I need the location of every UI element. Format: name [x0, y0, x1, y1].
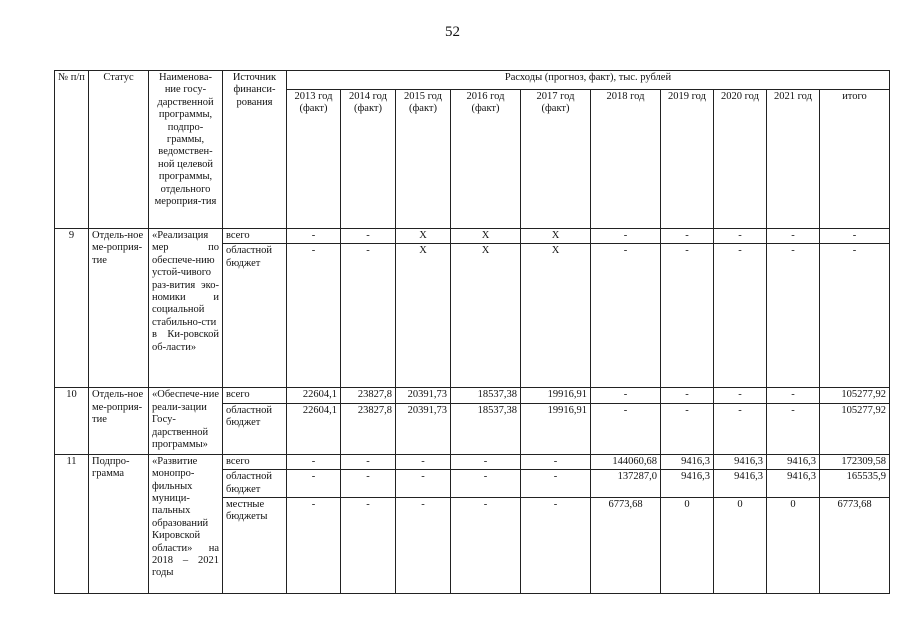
- value-cell: 0: [767, 498, 820, 594]
- header-year: 2017 год (факт): [521, 90, 591, 229]
- value-cell: 9416,3: [661, 470, 714, 498]
- row-name: «Реализация мер по обеспече-нию устой-чивого раз-вития эко-номики и социальной стабильно-сти в Ки-ровской об-ласти»: [149, 229, 223, 388]
- value-cell: 23827,8: [341, 388, 396, 403]
- value-cell: -: [287, 454, 341, 469]
- header-year: 2018 год: [591, 90, 661, 229]
- header-year: 2014 год (факт): [341, 90, 396, 229]
- source-label: областной бюджет: [223, 403, 287, 454]
- header-year: 2020 год: [714, 90, 767, 229]
- header-status: Статус: [89, 71, 149, 229]
- row-num: 9: [55, 229, 89, 388]
- value-cell: -: [341, 229, 396, 244]
- value-cell: -: [767, 229, 820, 244]
- value-cell: -: [714, 229, 767, 244]
- header-year: 2016 год (факт): [451, 90, 521, 229]
- row-status: Отдель-ное ме-роприя-тие: [89, 388, 149, 454]
- header-year: 2019 год: [661, 90, 714, 229]
- expenses-table: [54, 70, 890, 594]
- value-cell: 18537,38: [451, 403, 521, 454]
- row-status: Отдель-ное ме-роприя-тие: [89, 229, 149, 388]
- row-name: «Обеспече-ние реали-зации Госу-дарственной программы»: [149, 388, 223, 454]
- value-cell: X: [521, 244, 591, 388]
- value-cell: X: [451, 244, 521, 388]
- value-cell: 137287,0: [591, 470, 661, 498]
- value-cell: X: [521, 229, 591, 244]
- value-cell: -: [341, 470, 396, 498]
- header-num: № п/п: [55, 71, 89, 229]
- value-cell: 20391,73: [396, 403, 451, 454]
- row-num: 10: [55, 388, 89, 454]
- value-cell: -: [287, 470, 341, 498]
- value-cell: 144060,68: [591, 454, 661, 469]
- value-cell: X: [396, 229, 451, 244]
- source-label: всего: [223, 229, 287, 244]
- row-status: Подпро-грамма: [89, 454, 149, 593]
- value-cell: 22604,1: [287, 403, 341, 454]
- value-cell: 19916,91: [521, 388, 591, 403]
- header-year: 2013 год (факт): [287, 90, 341, 229]
- value-cell: 19916,91: [521, 403, 591, 454]
- value-cell: -: [521, 498, 591, 594]
- value-cell: 9416,3: [767, 454, 820, 469]
- value-cell: -: [591, 388, 661, 403]
- value-cell: 6773,68: [820, 498, 890, 594]
- value-cell: -: [341, 498, 396, 594]
- value-cell: -: [661, 403, 714, 454]
- value-cell: -: [767, 403, 820, 454]
- value-cell: -: [767, 244, 820, 388]
- value-cell: -: [820, 229, 890, 244]
- value-cell: 23827,8: [341, 403, 396, 454]
- value-cell: 172309,58: [820, 454, 890, 469]
- value-cell: -: [341, 244, 396, 388]
- value-cell: 22604,1: [287, 388, 341, 403]
- value-cell: 9416,3: [661, 454, 714, 469]
- table-row: [55, 454, 890, 469]
- value-cell: 0: [714, 498, 767, 594]
- table-row: [55, 388, 890, 403]
- header-name: Наименова-ние госу-дарственной программы, подпро-граммы, ведомствен-ной целевой программы, отдельного мероприя-тия: [149, 71, 223, 229]
- value-cell: 0: [661, 498, 714, 594]
- value-cell: -: [287, 498, 341, 594]
- value-cell: -: [341, 454, 396, 469]
- value-cell: -: [767, 388, 820, 403]
- value-cell: -: [591, 403, 661, 454]
- value-cell: -: [521, 470, 591, 498]
- value-cell: 165535,9: [820, 470, 890, 498]
- value-cell: -: [451, 470, 521, 498]
- source-label: всего: [223, 454, 287, 469]
- value-cell: 6773,68: [591, 498, 661, 594]
- row-name: «Развитие монопро-фильных муници-пальных образований Кировской области» на 2018 – 2021 годы: [149, 454, 223, 593]
- value-cell: 105277,92: [820, 403, 890, 454]
- header-total: итого: [820, 90, 890, 229]
- value-cell: 20391,73: [396, 388, 451, 403]
- table-row: [55, 229, 890, 244]
- value-cell: -: [521, 454, 591, 469]
- header-row: [55, 71, 890, 90]
- value-cell: 18537,38: [451, 388, 521, 403]
- value-cell: X: [451, 229, 521, 244]
- value-cell: -: [661, 388, 714, 403]
- source-label: областной бюджет: [223, 470, 287, 498]
- header-source: Источник финанси-рования: [223, 71, 287, 229]
- value-cell: -: [714, 388, 767, 403]
- value-cell: -: [287, 244, 341, 388]
- value-cell: 9416,3: [767, 470, 820, 498]
- value-cell: -: [396, 454, 451, 469]
- header-year: 2015 год (факт): [396, 90, 451, 229]
- value-cell: -: [396, 470, 451, 498]
- value-cell: -: [591, 229, 661, 244]
- value-cell: -: [661, 229, 714, 244]
- value-cell: 9416,3: [714, 470, 767, 498]
- value-cell: -: [451, 498, 521, 594]
- header-expenses: Расходы (прогноз, факт), тыс. рублей: [287, 71, 890, 90]
- value-cell: -: [287, 229, 341, 244]
- value-cell: -: [396, 498, 451, 594]
- header-year: 2021 год: [767, 90, 820, 229]
- source-label: местные бюджеты: [223, 498, 287, 594]
- value-cell: -: [714, 403, 767, 454]
- source-label: всего: [223, 388, 287, 403]
- value-cell: -: [591, 244, 661, 388]
- value-cell: -: [714, 244, 767, 388]
- value-cell: X: [396, 244, 451, 388]
- source-label: областной бюджет: [223, 244, 287, 388]
- value-cell: -: [451, 454, 521, 469]
- page-number: 52: [445, 24, 460, 40]
- value-cell: 105277,92: [820, 388, 890, 403]
- value-cell: -: [820, 244, 890, 388]
- row-num: 11: [55, 454, 89, 593]
- value-cell: 9416,3: [714, 454, 767, 469]
- value-cell: -: [661, 244, 714, 388]
